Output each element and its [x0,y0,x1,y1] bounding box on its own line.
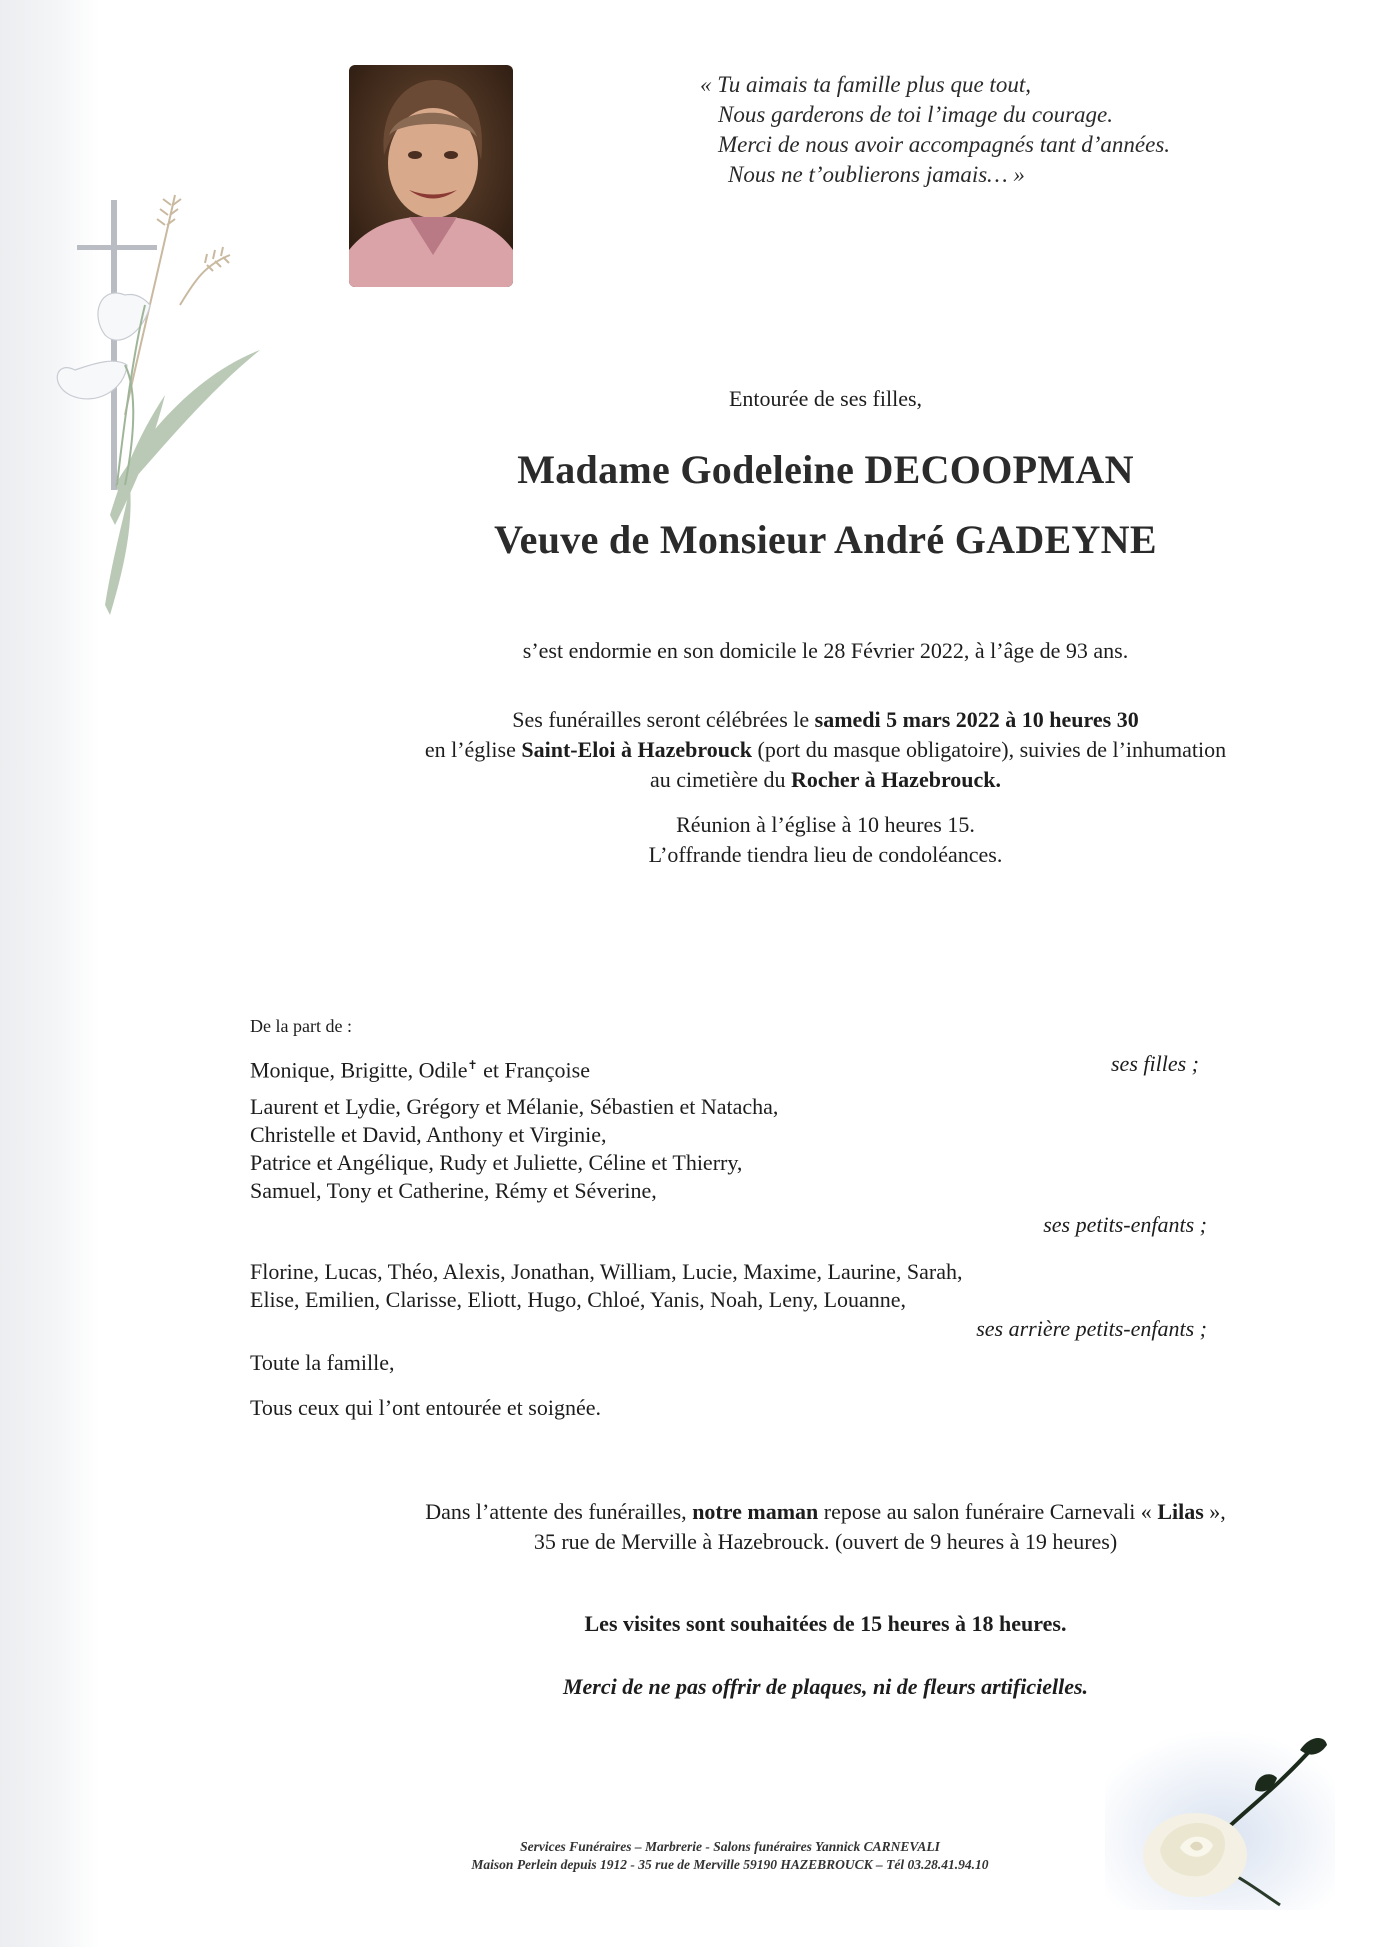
resting-text: Dans l’attente des funérailles, [425,1499,693,1524]
great-grandchildren-line: Florine, Lucas, Théo, Alexis, Jonathan, William, Lucie, Maxime, Laurine, Sarah, [250,1259,963,1284]
footer-line-1: Services Funéraires – Marbrerie - Salons funéraires Yannick CARNEVALI [520,1839,940,1854]
family-header: De la part de : [250,1016,352,1036]
daughters-role: ses filles ; [1111,1051,1199,1076]
quote-line: Nous garderons de toi l’image du courage. [718,102,1114,127]
deceased-name: Madame Godeleine DECOOPMAN [517,447,1134,492]
great-grandchildren-role: ses arrière petits-enfants ; [976,1316,1207,1341]
intro-text: Entourée de ses filles, [728,386,923,411]
funeral-church: Saint-Eloi à Hazebrouck [521,737,752,762]
funeral-home-footer [380,1838,1080,1874]
no-flowers-notice: Merci de ne pas offrir de plaques, ni de fleurs artificielles. [562,1674,1089,1699]
footer-line-2: Maison Perlein depuis 1912 - 35 rue de Merville 59190 HAZEBROUCK – Tél 03.28.41.94.10 [471,1857,989,1872]
daughters-names: Monique, Brigitte, Odile [250,1057,468,1083]
funeral-datetime: samedi 5 mars 2022 à 10 heures 30 [814,707,1139,732]
funeral-cemetery: Rocher à Hazebrouck. [791,767,1002,792]
resting-text-mid: repose au salon funéraire Carnevali « [818,1499,1158,1524]
widow-of-line: Veuve de Monsieur André GADEYNE [494,517,1157,562]
funeral-line-3-text: au cimetière du [649,767,792,792]
grandchildren-line: Samuel, Tony et Catherine, Rémy et Séverine, [250,1178,657,1203]
funeral-line-3 [137,765,1377,795]
funeral-line-2 [137,735,1377,765]
deceased-mark-icon: ✝ [467,1058,478,1072]
resting-bold-lilas: Lilas [1157,1499,1204,1524]
funeral-line-1 [137,705,1377,735]
portrait-photo [349,65,513,287]
resting-text-end: », [1203,1499,1226,1524]
resting-bold-maman: notre maman [692,1499,819,1524]
quote-line: Merci de nous avoir accompagnés tant d’années. [718,132,1171,157]
quote-line: Nous ne t’oublierons jamais… » [728,162,1025,187]
grandchildren-line: Christelle et David, Anthony et Virginie, [250,1122,607,1147]
grandchildren-role: ses petits-enfants ; [1043,1212,1207,1237]
whole-family: Toute la famille, [250,1350,395,1375]
offering-line: L’offrande tiendra lieu de condoléances. [648,842,1003,867]
funeral-line-1-text: Ses funérailles seront célébrées le [512,707,815,732]
daughters-names-end: et Françoise [477,1057,590,1083]
memorial-quote [700,70,1260,190]
visits-notice: Les visites sont souhaitées de 15 heures à 18 heures. [584,1611,1067,1636]
funeral-line-2-rest: (port du masque obligatoire), suivies de l’inhumation [752,737,1227,762]
funeral-line-2-text: en l’église [424,737,522,762]
grandchildren-line: Patrice et Angélique, Rudy et Juliette, Céline et Thierry, [250,1150,743,1175]
resting-line-2: 35 rue de Merville à Hazebrouck. (ouvert de 9 heures à 19 heures) [533,1529,1118,1554]
white-rose-icon [1105,1730,1335,1910]
grandchildren-line: Laurent et Lydie, Grégory et Mélanie, Sébastien et Natacha, [250,1094,779,1119]
quote-line: « Tu aimais ta famille plus que tout, [700,72,1031,97]
caregivers: Tous ceux qui l’ont entourée et soignée. [250,1395,601,1420]
death-notice: s’est endormie en son domicile le 28 Février 2022, à l’âge de 93 ans. [522,638,1129,663]
resting-line-1 [137,1497,1377,1527]
reunion-line: Réunion à l’église à 10 heures 15. [676,812,975,837]
daughters-list [250,1051,590,1084]
great-grandchildren-line: Elise, Emilien, Clarisse, Eliott, Hugo, Chloé, Yanis, Noah, Leny, Louanne, [250,1287,907,1312]
